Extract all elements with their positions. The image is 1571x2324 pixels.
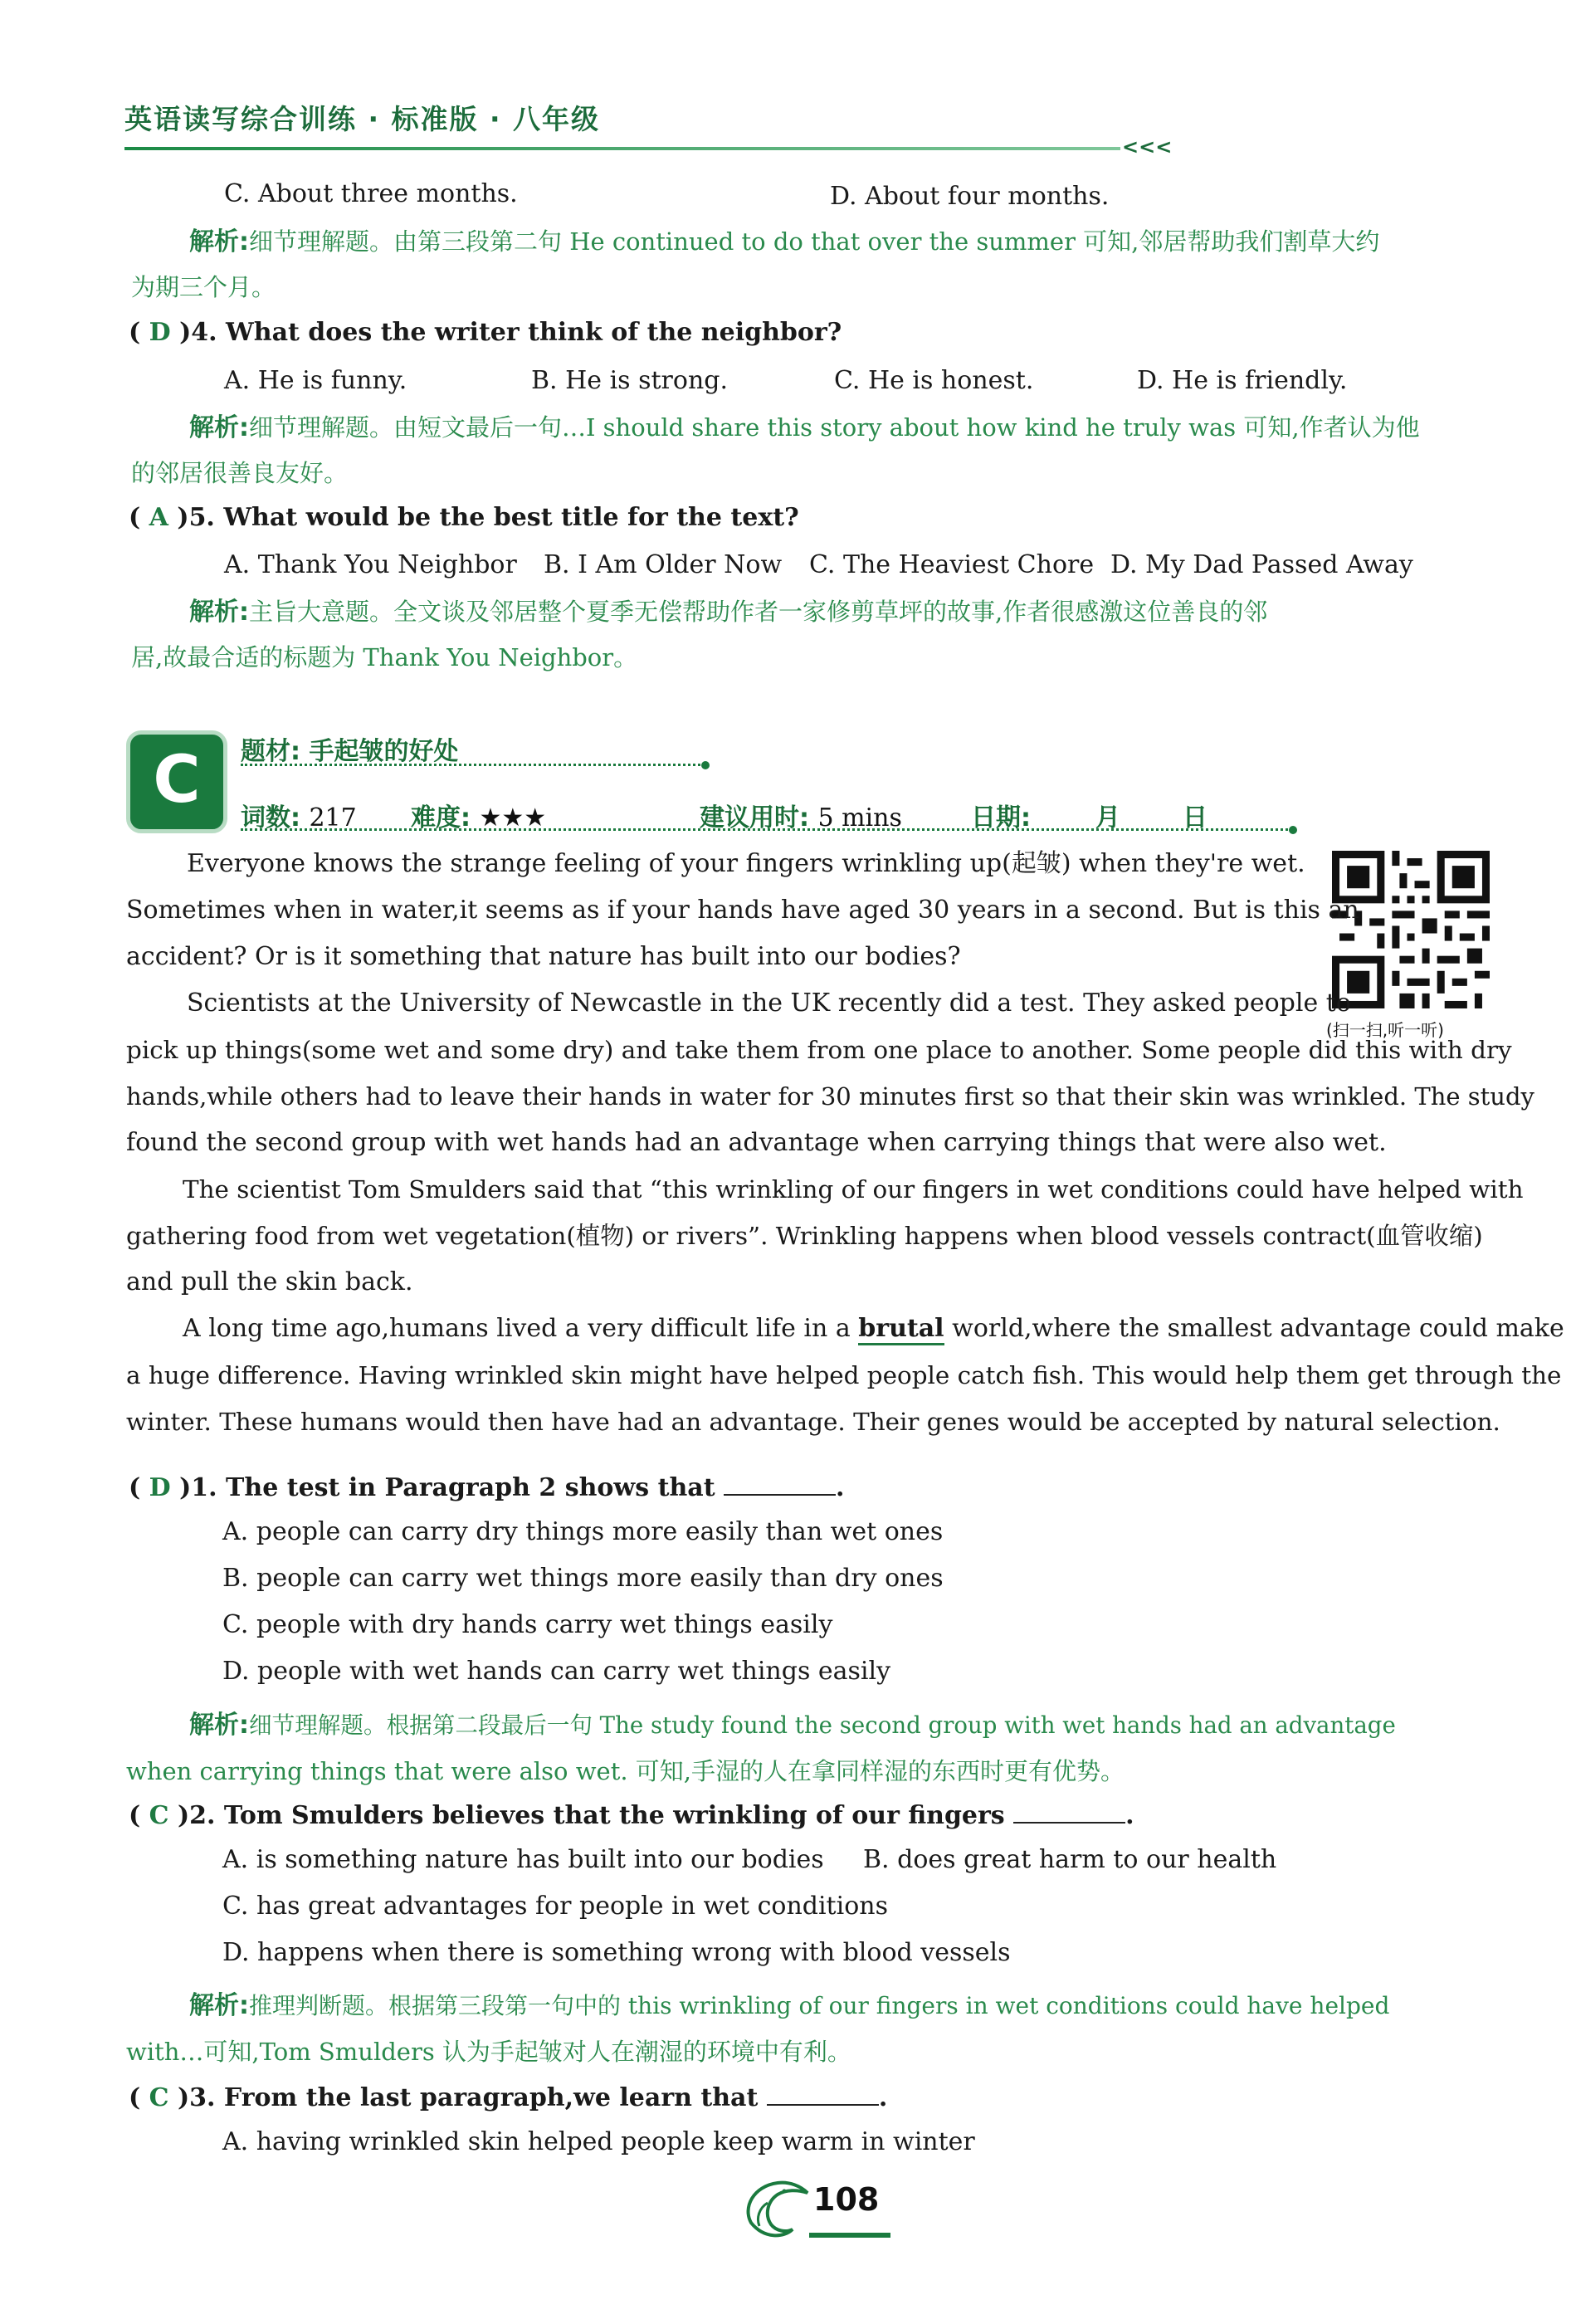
passage-line: Sometimes when in water,it seems as if your hands have aged 30 years in a second. But is this an — [126, 896, 1359, 925]
dot — [1289, 826, 1297, 834]
page-number-underline — [809, 2233, 890, 2238]
passage-line: found the second group with wet hands had an advantage when carrying things that were also wet. — [126, 1128, 1387, 1157]
meta-time: 建议用时: 5 mins — [700, 803, 902, 832]
page-number: 108 — [813, 2181, 880, 2218]
question-3: ( C )3. From the last paragraph,we learn that . — [129, 2079, 887, 2114]
answer-key: C — [149, 1801, 169, 1830]
passage-line: Scientists at the University of Newcastle in the UK recently did a test. They asked people to — [187, 989, 1351, 1018]
analysis-text: 主旨大意题。全文谈及邻居整个夏季无偿帮助作者一家修剪草坪的故事,作者很感激这位善良的邻 — [249, 598, 1268, 626]
passage-line: winter. These humans would then have had an advantage. Their genes would be accepted by natural selection. — [126, 1408, 1500, 1436]
option-a: A. is something nature has built into our bodies — [222, 1845, 824, 1874]
analysis-label: 解析: — [189, 413, 249, 442]
dotted-rule — [241, 764, 705, 766]
dot — [701, 761, 710, 769]
option-c: C. people with dry hands carry wet things easily — [222, 1610, 833, 1639]
option-b: B. He is strong. — [531, 366, 729, 395]
analysis-text: 细节理解题。由第三段第二句 He continued to do that over the summer 可知,邻居帮助我们割草大约 — [249, 227, 1380, 256]
question-text: 5. What would be the best title for the text? — [188, 503, 799, 532]
analysis-text: 为期三个月。 — [131, 273, 276, 301]
passage-line: The scientist Tom Smulders said that “this wrinkling of our fingers in wet conditions could have helped with — [183, 1175, 1524, 1204]
meta-difficulty: 难度: ★★★ — [411, 803, 547, 832]
analysis-label: 解析: — [189, 227, 249, 256]
analysis-label: 解析: — [189, 1991, 249, 2020]
header-rule — [124, 147, 1120, 150]
option-d: D. He is friendly. — [1137, 366, 1348, 395]
option-b: B. does great harm to our health — [863, 1845, 1277, 1874]
day-label: 日 — [1183, 803, 1208, 832]
analysis-text: when carrying things that were also wet. 可知,手湿的人在拿同样湿的东西时更有优势。 — [126, 1757, 1125, 1785]
header-arrows-icon: <<< — [1122, 135, 1173, 159]
answer-blank — [1013, 1797, 1125, 1824]
passage-line: hands,while others had to leave their hands in water for 30 minutes first so that their skin was wrinkled. The study — [126, 1082, 1534, 1111]
option-d: D. people with wet hands can carry wet things easily — [222, 1657, 891, 1686]
option-b: B. I Am Older Now — [544, 550, 783, 579]
analysis-text: 细节理解题。根据第二段最后一句 The study found the second group with wet hands had an advantage — [249, 1711, 1396, 1739]
question-text: 2. Tom Smulders believes that the wrinkling of our fingers — [189, 1801, 1005, 1830]
answer-key: C — [149, 2083, 169, 2112]
passage-line: a huge difference. Having wrinkled skin might have helped people catch fish. This would help them get through the — [126, 1361, 1562, 1389]
question-2: ( C )2. Tom Smulders believes that the wrinkling of our fingers . — [129, 1797, 1134, 1832]
option-c: C. has great advantages for people in wet conditions — [222, 1892, 888, 1921]
analysis — [189, 412, 1420, 444]
analysis — [189, 226, 1379, 258]
question-text: 1. The test in Paragraph 2 shows that — [191, 1473, 715, 1502]
topic-line — [241, 730, 458, 767]
topic-value: 手起皱的好处 — [309, 737, 459, 766]
question-5: ( A )5. What would be the best title for the text? — [129, 503, 799, 532]
analysis-label: 解析: — [189, 598, 249, 627]
answer-key: A — [149, 503, 168, 532]
topic-label: 题材: — [241, 737, 300, 766]
passage-line: pick up things(some wet and some dry) and take them from one place to another. Some people did this with dry — [126, 1036, 1512, 1064]
section-badge: C — [126, 730, 227, 833]
meta-words: 词数: 217 — [241, 803, 357, 832]
analysis-label: 解析: — [189, 1711, 249, 1740]
key-word: brutal — [858, 1314, 944, 1345]
analysis — [189, 596, 1267, 628]
option-c: C. About three months. — [224, 179, 518, 208]
answer-key: D — [149, 1473, 171, 1502]
option-d: D. happens when there is something wrong with blood vessels — [222, 1938, 1011, 1967]
analysis-text: with…可知,Tom Smulders 认为手起皱对人在潮湿的环境中有利。 — [126, 2038, 851, 2066]
option-a: A. people can carry dry things more easily than wet ones — [222, 1517, 944, 1546]
passage-line: A long time ago,humans lived a very difficult life in a brutal world,where the smallest advantage could make — [183, 1313, 1564, 1345]
meta-date: 日期: — [971, 803, 1031, 832]
question-text: 4. What does the writer think of the neighbor? — [191, 318, 842, 347]
answer-key: D — [149, 318, 171, 347]
difficulty-stars: ★★★ — [479, 803, 547, 832]
book-title: 英语读写综合训练 · 标准版 · 八年级 — [124, 103, 601, 135]
month-label: 月 — [1095, 803, 1120, 832]
suggested-time: 5 mins — [817, 803, 902, 832]
option-a: A. He is funny. — [224, 366, 407, 395]
analysis-text: 的邻居很善良友好。 — [131, 459, 349, 487]
option-a: A. having wrinkled skin helped people keep warm in winter — [222, 2127, 975, 2156]
dotted-rule — [241, 828, 1293, 831]
passage-line: and pull the skin back. — [126, 1267, 413, 1296]
passage-line: gathering food from wet vegetation(植物) or rivers”. Wrinkling happens when blood vessels contract(血管收缩) — [126, 1222, 1483, 1250]
answer-blank — [724, 1469, 836, 1496]
qr-caption: (扫一扫,听一听) — [1326, 1020, 1444, 1040]
answer-blank — [767, 2079, 879, 2106]
analysis-text: 推理判断题。根据第三段第一句中的 this wrinkling of our fingers in wet conditions could have helped — [249, 1992, 1390, 2019]
question-1: ( D )1. The test in Paragraph 2 shows that . — [129, 1469, 844, 1504]
passage-line: accident? Or is it something that nature has built into our bodies? — [126, 942, 961, 971]
analysis-text: 居,故最合适的标题为 Thank You Neighbor。 — [131, 643, 638, 671]
question-4: ( D )4. What does the writer think of the neighbor? — [129, 318, 842, 347]
word-count: 217 — [309, 803, 357, 832]
option-d: D. About four months. — [830, 182, 1110, 211]
option-d: D. My Dad Passed Away — [1110, 550, 1413, 579]
analysis-text: 细节理解题。由短文最后一句…I should share this story about how kind he truly was 可知,作者认为他 — [249, 413, 1420, 442]
option-c: C. The Heaviest Chore — [809, 550, 1095, 579]
dolphin-logo-icon — [734, 2175, 811, 2241]
passage-line: Everyone knows the strange feeling of your fingers wrinkling up(起皱) when they're wet. — [187, 849, 1305, 878]
analysis — [189, 1990, 1389, 2022]
question-text: 3. From the last paragraph,we learn that — [189, 2083, 759, 2112]
option-a: A. Thank You Neighbor — [224, 550, 517, 579]
analysis — [189, 1710, 1396, 1741]
option-c: C. He is honest. — [834, 366, 1034, 395]
option-b: B. people can carry wet things more easily than dry ones — [222, 1564, 944, 1593]
qr-code-icon[interactable] — [1332, 851, 1490, 1008]
